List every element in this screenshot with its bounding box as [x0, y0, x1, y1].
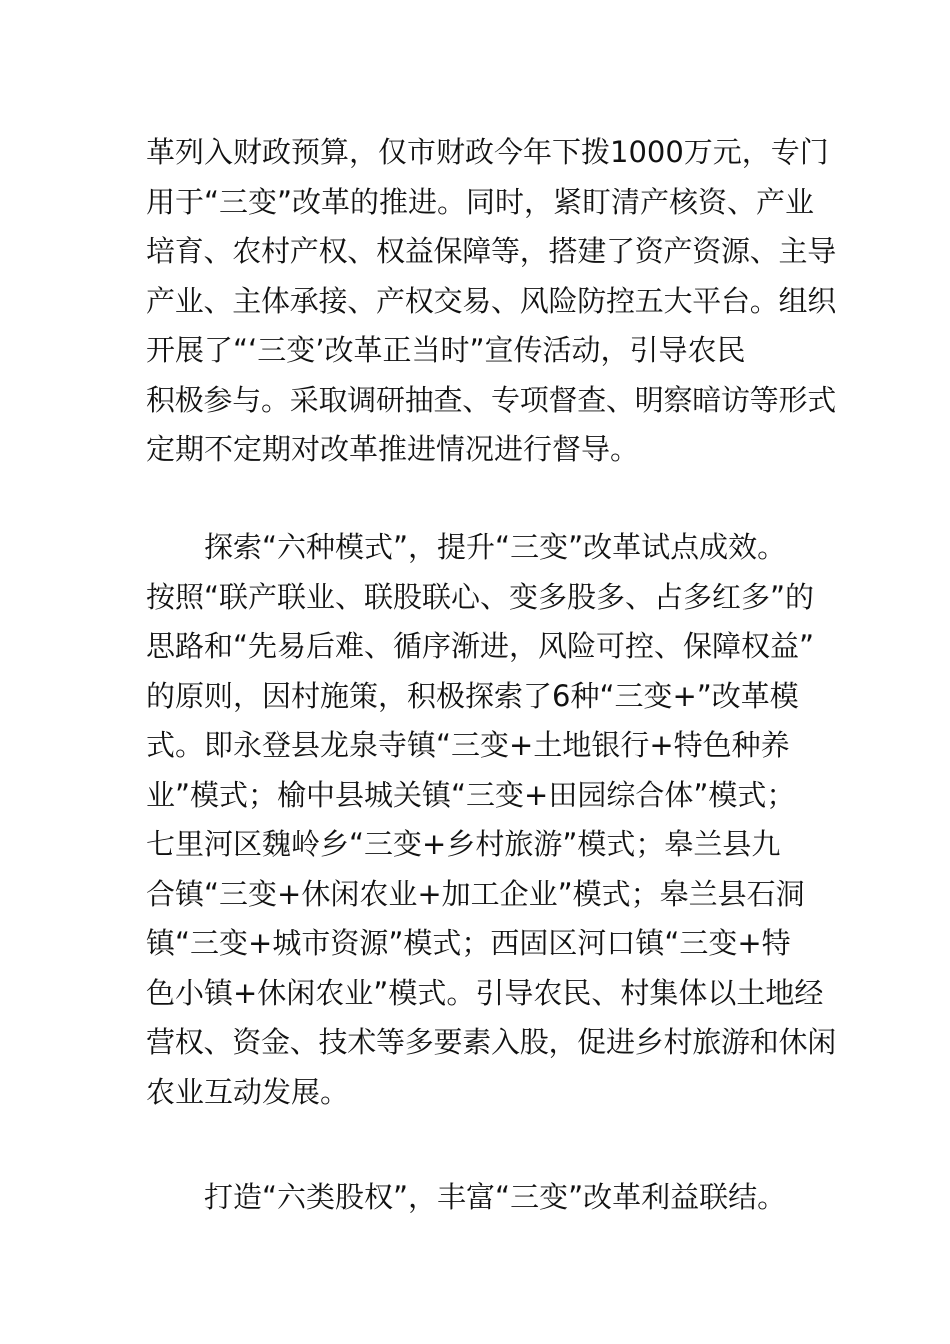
text-line: 的原则，因村施策，积极探索了6种“三变+”改革模 — [146, 678, 799, 713]
paragraph-six-equity-types — [146, 1173, 836, 1223]
text-line: 色小镇+休闲农业”模式。引导农民、村集体以土地经 — [146, 975, 824, 1010]
text-line: 营权、资金、技术等多要素入股，促进乡村旅游和休闲 — [146, 1025, 837, 1059]
text-line: 镇“三变+城市资源”模式；西固区河口镇“三变+特 — [146, 926, 791, 960]
text-line: 合镇“三变+休闲农业+加工企业”模式；皋兰县石洞 — [146, 876, 805, 911]
text-line: 业”模式；榆中县城关镇“三变+田园综合体”模式； — [146, 777, 796, 812]
text-line: 开展了“‘三变’改革正当时”宣传活动，引导农民 — [146, 333, 746, 367]
text-line: 用于“三变”改革的推进。同时，紧盯清产核资、产业 — [146, 184, 815, 219]
text-line: 定期不定期对改革推进情况进行督导。 — [146, 432, 640, 466]
text-line: 农业互动发展。 — [146, 1074, 350, 1109]
text-line: 思路和“先易后难、循序渐进，风险可控、保障权益” — [146, 629, 815, 663]
text-line: 积极参与。采取调研抽查、专项督查、明察暗访等形式 — [146, 382, 837, 417]
text-line: 革列入财政预算，仅市财政今年下拨1000万元，专门 — [146, 135, 829, 169]
paragraph-heading-line: 打造“六类股权”，丰富“三变”改革利益联结。 — [204, 1180, 787, 1214]
paragraph-six-models — [146, 523, 836, 1117]
text-line: 培育、农村产权、权益保障等，搭建了资产资源、主导 — [146, 234, 837, 268]
text-line: 七里河区魏岭乡“三变+乡村旅游”模式；皋兰县九 — [146, 827, 781, 861]
paragraph-budget-platforms — [146, 128, 836, 475]
text-line: 产业、主体承接、产权交易、风险防控五大平台。组织 — [146, 283, 837, 318]
paragraph-heading-line: 探索“六种模式”，提升“三变”改革试点成效。 — [204, 530, 787, 564]
text-line: 式。即永登县龙泉寺镇“三变+土地银行+特色种养 — [146, 728, 790, 762]
text-line: 按照“联产联业、联股联心、变多股多、占多红多”的 — [146, 579, 815, 614]
